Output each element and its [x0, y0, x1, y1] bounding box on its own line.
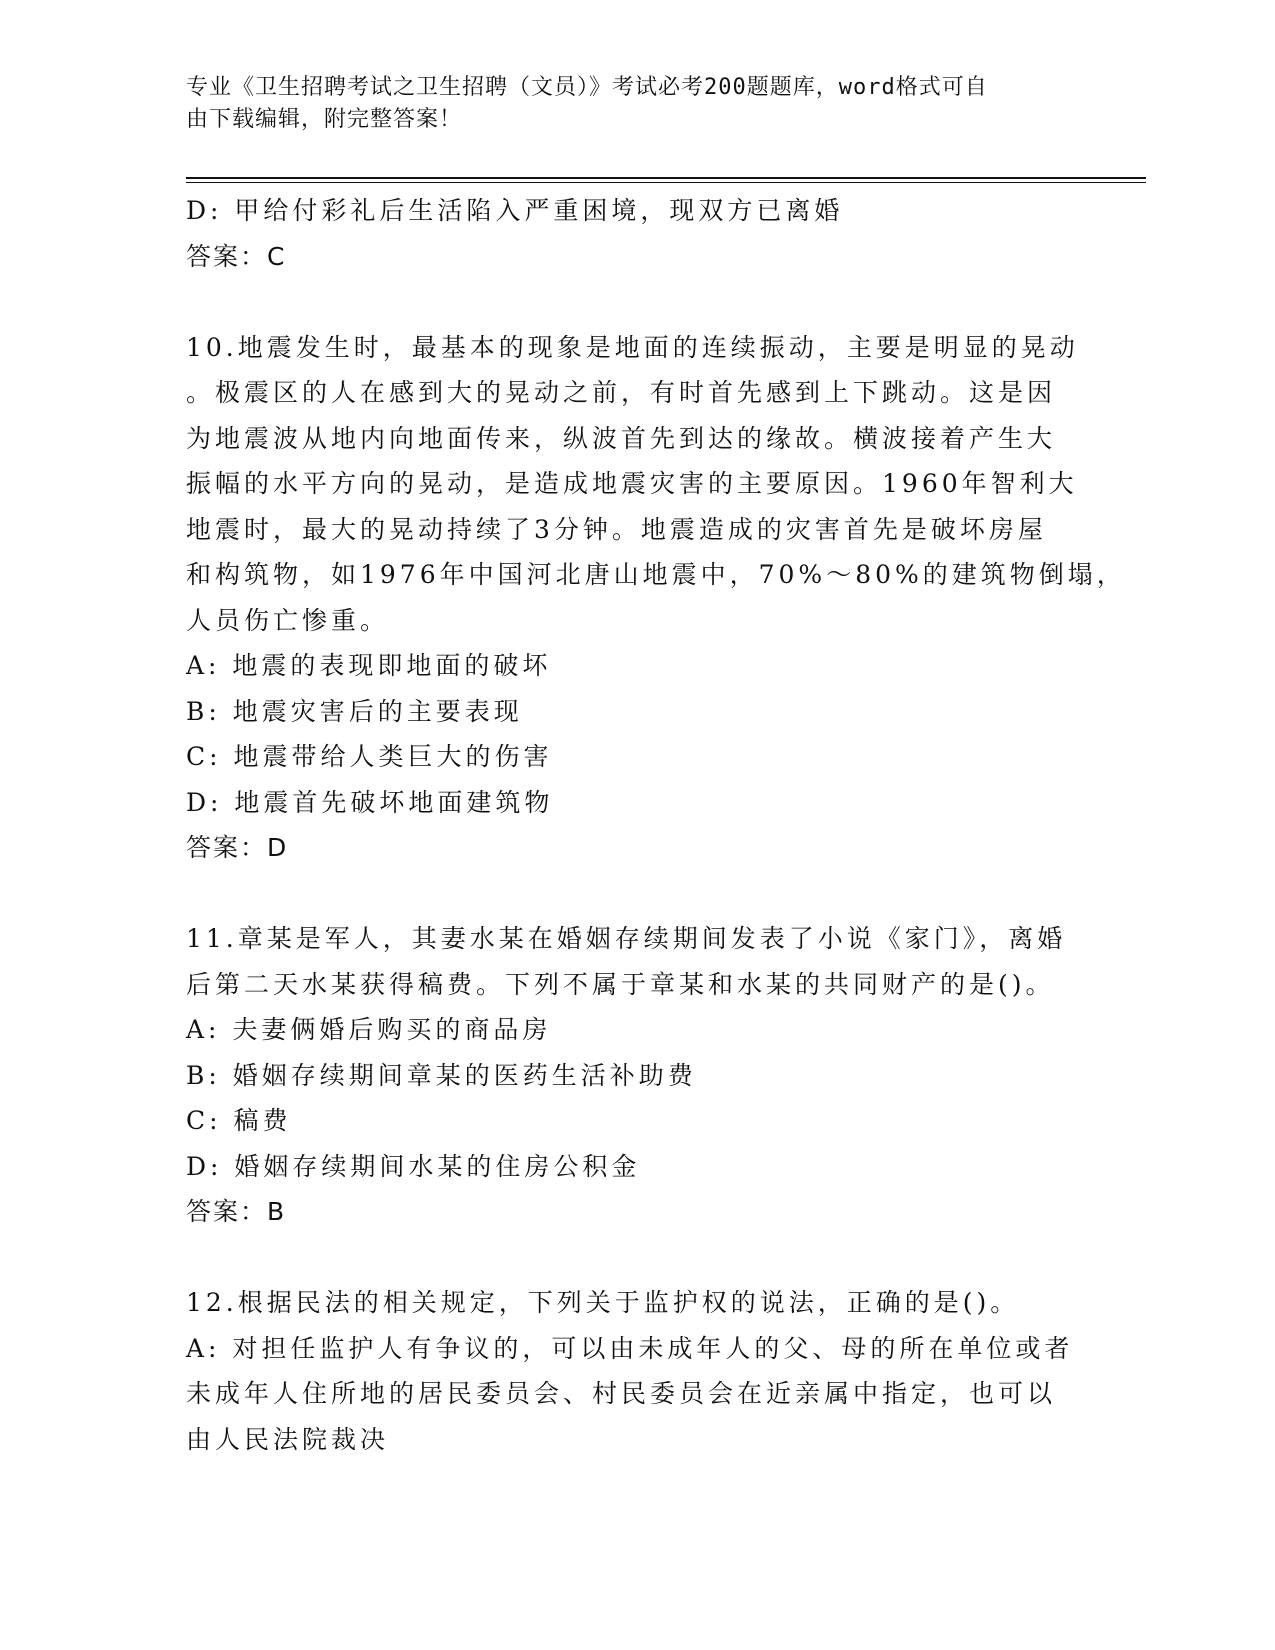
question-text-line: 地震时，最大的晃动持续了3分钟。地震造成的灾害首先是破坏房屋	[186, 514, 1047, 544]
question-text-line: 11.章某是军人，其妻水某在婚姻存续期间发表了小说《家门》，离婚	[186, 924, 1067, 953]
option-d: D: 地震首先破坏地面建筑物	[186, 787, 554, 817]
question-text-line: 。极震区的人在感到大的晃动之前，有时首先感到上下跳动。这是因	[186, 378, 1057, 407]
question-text-line: 后第二天水某获得稿费。下列不属于章某和水某的共同财产的是()。	[186, 969, 1055, 999]
spacer	[186, 1235, 1076, 1281]
spacer	[186, 279, 1076, 325]
header-line-1: 专业《卫生招聘考试之卫生招聘（文员）》考试必考200题题库，word格式可自	[186, 75, 988, 100]
question-text-line: 人员伤亡惨重。	[186, 605, 390, 635]
option-a-continued: 由人民法院裁决	[186, 1424, 390, 1454]
question-12	[186, 1280, 1076, 1462]
header-rule-thick	[186, 177, 1146, 179]
option-d: D: 甲给付彩礼后生活陷入严重困境，现双方已离婚	[186, 196, 844, 225]
option-d: D: 婚姻存续期间水某的住房公积金	[186, 1151, 641, 1181]
question-text-line: 为地震波从地内向地面传来，纵波首先到达的缘故。横波接着产生大	[186, 423, 1057, 453]
option-a-continued: 未成年人住所地的居民委员会、村民委员会在近亲属中指定，也可以	[186, 1379, 1057, 1408]
header-line-2: 由下载编辑，附完整答案！	[186, 107, 463, 132]
option-a: A: 地震的表现即地面的破坏	[186, 651, 552, 680]
header-rule-thin	[186, 182, 1146, 183]
option-a: A: 夫妻俩婚后购买的商品房	[186, 1015, 552, 1044]
question-11	[186, 916, 1076, 1235]
option-c: C: 稿费	[186, 1106, 292, 1135]
option-b: B: 婚姻存续期间章某的医药生活补助费	[186, 1060, 697, 1090]
spacer	[186, 871, 1076, 917]
question-text-line: 12.根据民法的相关规定，下列关于监护权的说法，正确的是()。	[186, 1288, 1020, 1317]
option-b: B: 地震灾害后的主要表现	[186, 696, 523, 726]
answer: 答案：D	[186, 833, 289, 862]
question-text-line: 振幅的水平方向的晃动，是造成地震灾害的主要原因。1960年智利大	[186, 469, 1078, 498]
answer: 答案：C	[186, 241, 287, 271]
option-c: C: 地震带给人类巨大的伤害	[186, 742, 553, 771]
option-a: A: 对担任监护人有争议的，可以由未成年人的父、母的所在单位或者	[186, 1333, 1074, 1363]
page-header	[186, 72, 1066, 136]
question-10	[186, 325, 1126, 871]
question-text-line: 和构筑物，如1976年中国河北唐山地震中，70%～80%的建筑物倒塌，	[186, 560, 1126, 589]
answer: 答案：B	[186, 1197, 287, 1226]
question-9-tail	[186, 188, 1076, 279]
document-body	[186, 188, 1126, 1462]
question-text-line: 10.地震发生时，最基本的现象是地面的连续振动，主要是明显的晃动	[186, 332, 1079, 362]
